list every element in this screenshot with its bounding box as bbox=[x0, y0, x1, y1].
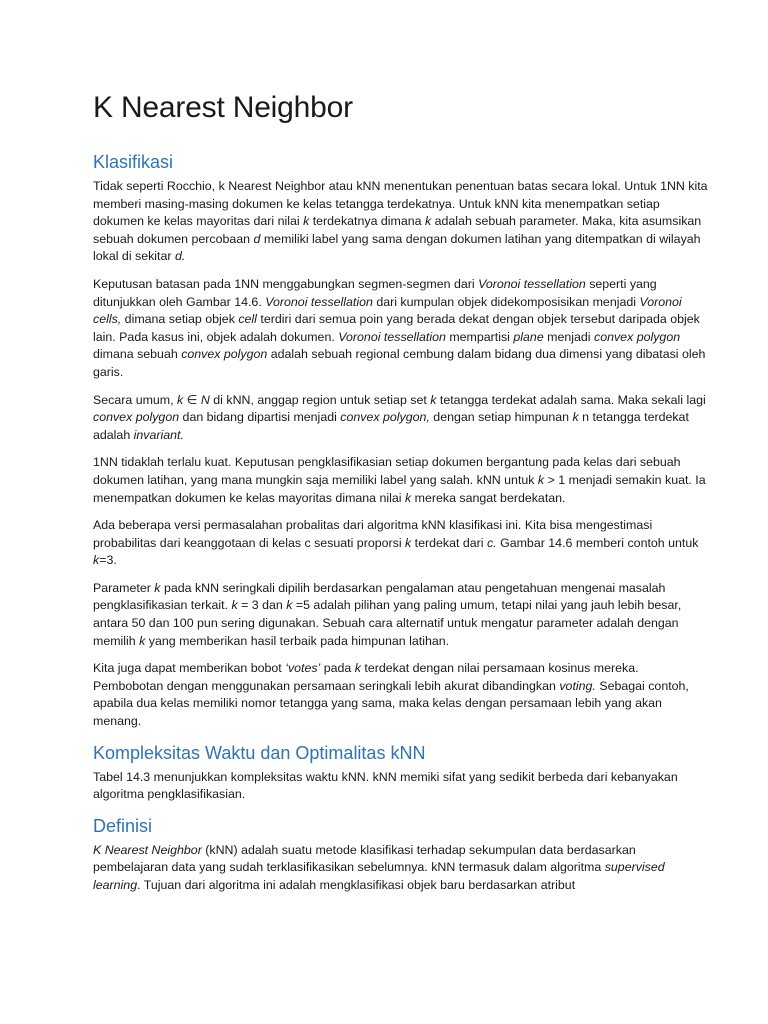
section bbox=[93, 150, 708, 731]
text-run: Keputusan batasan pada 1NN menggabungkan segmen-segmen dari bbox=[93, 276, 479, 291]
text-run: Gambar 14.6 memberi contoh untuk bbox=[496, 535, 699, 550]
paragraph bbox=[93, 178, 708, 266]
section bbox=[93, 814, 708, 895]
text-run: Sebagai contoh, apabila dua kelas memiliki nomor tetangga yang sama, maka kelas dengan persamaan lebih yang akan menang. bbox=[93, 678, 689, 729]
text-run: Ada beberapa versi permasalahan probalitas dari algoritma kNN klasifikasi ini. Kita bisa mengestimasi probabilitas dari keanggotaan di kelas c sesuati proporsi bbox=[93, 518, 653, 550]
italic-text: k bbox=[572, 410, 579, 425]
text-run: Tidak seperti Rocchio, k Nearest Neighbor atau kNN menentukan penentuan batas secara lokal. Untuk 1NN kita memberi masing-masing dokumen ke kelas tetangga terdekatnya. Untuk kNN kita menempatkan setiap dokumen ke kelas mayoritas dari nilai bbox=[93, 179, 708, 229]
text-run: terdekat dengan nilai persamaan kosinus mereka. Pembobotan dengan menggunakan persamaan seringkali lebih akurat dibandingkan bbox=[93, 661, 639, 693]
text-run: tetangga terdekat adalah sama. Maka sekali lagi bbox=[436, 392, 706, 407]
text-run: yang memberikan hasil terbaik pada himpunan latihan. bbox=[145, 633, 450, 648]
paragraph bbox=[93, 454, 708, 507]
italic-text: convex polygon, bbox=[340, 410, 430, 425]
italic-text: convex polygon bbox=[181, 347, 268, 362]
italic-text: k bbox=[303, 214, 310, 229]
italic-text: k bbox=[286, 598, 293, 613]
text-run: memiliki label yang sama dengan dokumen latihan yang ditempatkan di wilayah lokal di sekitar bbox=[93, 231, 701, 264]
text-run: dari kumpulan objek didekomposisikan menjadi bbox=[372, 294, 640, 309]
italic-text: k bbox=[537, 472, 545, 487]
italic-text: k bbox=[405, 535, 412, 550]
text-run: =3. bbox=[99, 553, 117, 568]
paragraph bbox=[93, 276, 708, 382]
section-heading: Klasifikasi bbox=[93, 152, 174, 172]
text-run: pada kNN seringkali dipilih berdasarkan pengalaman atau pengetahuan mengenai masalah pengklasifikasian terkait. bbox=[93, 580, 666, 613]
italic-text: k bbox=[424, 214, 432, 229]
italic-text: voting. bbox=[559, 678, 596, 693]
text-run: terdiri dari semua poin yang berada dekat dengan objek tersebut daripada objek lain. Pada kasus ini, objek adalah dokumen. bbox=[93, 312, 700, 344]
text-run: mempartisi bbox=[445, 329, 514, 344]
text-run: adalah sebuah regional cembung dalam bidang dua dimensi yang dibatasi oleh garis. bbox=[93, 347, 706, 379]
text-run: (kNN) adalah suatu metode klasifikasi terhadap sekumpulan data berdasarkan pembelajaran data yang sudah terklasifikasikan sebelumnya. kNN termasuk dalam algoritma bbox=[93, 842, 636, 875]
text-run: dan bidang dipartisi menjadi bbox=[179, 410, 341, 425]
italic-text: d. bbox=[174, 249, 186, 264]
paragraph bbox=[93, 517, 708, 570]
text-run: pada bbox=[320, 661, 355, 676]
section-heading: Kompleksitas Waktu dan Optimalitas kNN bbox=[93, 742, 426, 763]
text-run: mereka sangat berdekatan. bbox=[411, 490, 566, 505]
italic-text: k ∈ N bbox=[177, 392, 210, 407]
section bbox=[93, 741, 708, 804]
text-run: 1NN tidaklah terlalu kuat. Keputusan pengklasifikasian setiap dokumen bergantung pada kelas dari sebuah dokumen latihan, yang mana mungkin saja memiliki label yang salah. kNN untuk bbox=[93, 455, 681, 487]
text-run: > 1 menjadi semakin kuat. Ia menempatkan dokumen ke kelas mayoritas dimana nilai bbox=[93, 472, 706, 505]
text-run: =5 adalah pilihan yang paling umum, tetapi nilai yang jauh lebih besar, antara 50 dan 100 pun sering digunakan. Sebuah cara alternatif untuk mengatur parameter adalah dengan memilih bbox=[93, 598, 682, 648]
italic-text: Voronoi tessellation bbox=[478, 276, 586, 291]
text-run: dimana setiap objek bbox=[121, 312, 239, 327]
document-title: K Nearest Neighbor bbox=[93, 91, 353, 124]
italic-text: k bbox=[430, 392, 437, 407]
paragraph bbox=[93, 580, 708, 650]
text-run: . Tujuan dari algoritma ini adalah mengklasifikasi objek baru berdasarkan atribut bbox=[137, 878, 576, 892]
paragraph bbox=[93, 842, 708, 895]
paragraph bbox=[93, 660, 708, 730]
italic-text: convex polygon bbox=[93, 410, 180, 425]
text-run: Kita juga dapat memberikan bobot bbox=[93, 661, 286, 676]
italic-text: convex polygon bbox=[594, 329, 681, 344]
text-run: Parameter bbox=[93, 580, 155, 595]
paragraph bbox=[93, 392, 708, 445]
section-heading: Definisi bbox=[93, 815, 153, 836]
italic-text: d bbox=[253, 231, 261, 246]
italic-text: k bbox=[231, 598, 238, 613]
italic-text: cell bbox=[238, 312, 257, 327]
text-run: Tabel 14.3 menunjukkan kompleksitas waktu kNN. kNN memiki sifat yang sedikit berbeda dari kebanyakan algoritma pengklasifikasian. bbox=[93, 769, 678, 802]
italic-text: K Nearest Neighbor bbox=[93, 842, 202, 857]
text-run: terdekat dari bbox=[411, 535, 487, 550]
text-run: n tetangga terdekat adalah bbox=[93, 410, 689, 442]
paragraph bbox=[93, 769, 708, 804]
text-run: = 3 dan bbox=[237, 598, 287, 613]
italic-text: Voronoi cells, bbox=[93, 294, 682, 327]
text-run: terdekatnya dimana bbox=[309, 214, 425, 229]
italic-text: k bbox=[139, 633, 146, 648]
italic-text: Voronoi tessellation bbox=[265, 294, 373, 309]
italic-text: k bbox=[405, 490, 412, 505]
italic-text: k bbox=[154, 580, 161, 595]
text-run: adalah sebuah parameter. Maka, kita asumsikan sebuah dokumen percobaan bbox=[93, 214, 702, 246]
italic-text: Voronoi tessellation bbox=[338, 329, 446, 344]
document-body bbox=[93, 150, 708, 895]
italic-text: invariant. bbox=[133, 427, 184, 442]
italic-text: ‘votes’ bbox=[285, 661, 321, 676]
italic-text: plane bbox=[513, 329, 544, 344]
text-run: seperti yang ditunjukkan oleh Gambar 14.6. bbox=[93, 276, 657, 309]
italic-text: k bbox=[93, 553, 100, 568]
text-run: Secara umum, bbox=[93, 392, 178, 407]
text-run: di kNN, anggap region untuk setiap set bbox=[209, 392, 431, 407]
text-run: menjadi bbox=[543, 329, 594, 344]
italic-text: c. bbox=[487, 535, 497, 550]
text-run: dimana sebuah bbox=[93, 347, 182, 362]
italic-text: k bbox=[354, 661, 361, 676]
italic-text: supervised learning bbox=[93, 860, 665, 892]
text-run: dengan setiap himpunan bbox=[429, 410, 573, 425]
